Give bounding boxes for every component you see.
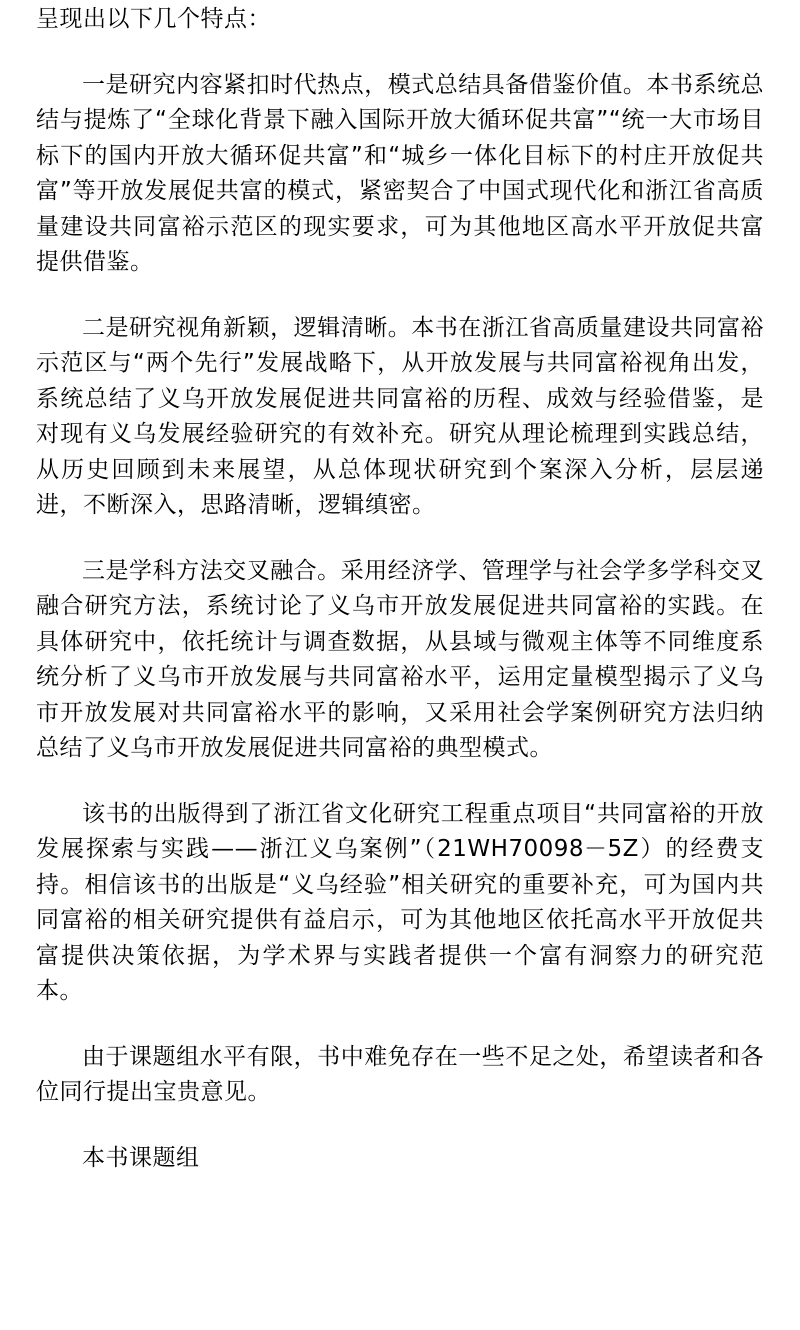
paragraph-feature-three: 三是学科方法交叉融合。采用经济学、管理学与社会学多学科交叉融合研究方法，系统讨论了义乌市开放发展促进共同富裕的实践。在具体研究中，依托统计与调查数据，从县域与微观主体等不同维度系统分析了义乌市开放发展与共同富裕水平，运用定量模型揭示了义乌市开放发展对共同富裕水平的影响，又采用社会学案例研究方法归纳总结了义乌市开放发展促进共同富裕的典型模式。 <box>36 557 764 761</box>
paragraph-funding: 该书的出版得到了浙江省文化研究工程重点项目“共同富裕的开放发展探索与实践——浙江义乌案例”（21WH70098－5Z）的经费支持。相信该书的出版是“义乌经验”相关研究的重要补充，可为国内共同富裕的相关研究提供有益启示，可为其他地区依托高水平开放促共富提供决策依据，为学术界与实践者提供一个富有洞察力的研究范本。 <box>36 800 764 1004</box>
paragraph-feature-one: 一是研究内容紧扣时代热点，模式总结具备借鉴价值。本书系统总结与提炼了“全球化背景下融入国际开放大循环促共富”“统一大市场目标下的国内开放大循环促共富”和“城乡一体化目标下的村庄开放促共富”等开放发展促共富的模式，紧密契合了中国式现代化和浙江省高质量建设共同富裕示范区的现实要求，可为其他地区高水平开放促共富提供借鉴。 <box>36 71 764 275</box>
paragraph-closing: 由于课题组水平有限，书中难免存在一些不足之处，希望读者和各位同行提出宝贵意见。 <box>36 1043 764 1105</box>
intro-line: 呈现出以下几个特点： <box>36 6 271 32</box>
signature: 本书课题组 <box>82 1144 200 1171</box>
paragraph-feature-two: 二是研究视角新颖，逻辑清晰。本书在浙江省高质量建设共同富裕示范区与“两个先行”发展战略下，从开放发展与共同富裕视角出发，系统总结了义乌开放发展促进共同富裕的历程、成效与经验借鉴，是对现有义乌发展经验研究的有效补充。研究从理论梳理到实践总结，从历史回顾到未来展望，从总体现状研究到个案深入分析，层层递进，不断深入，思路清晰，逻辑缜密。 <box>36 314 764 518</box>
